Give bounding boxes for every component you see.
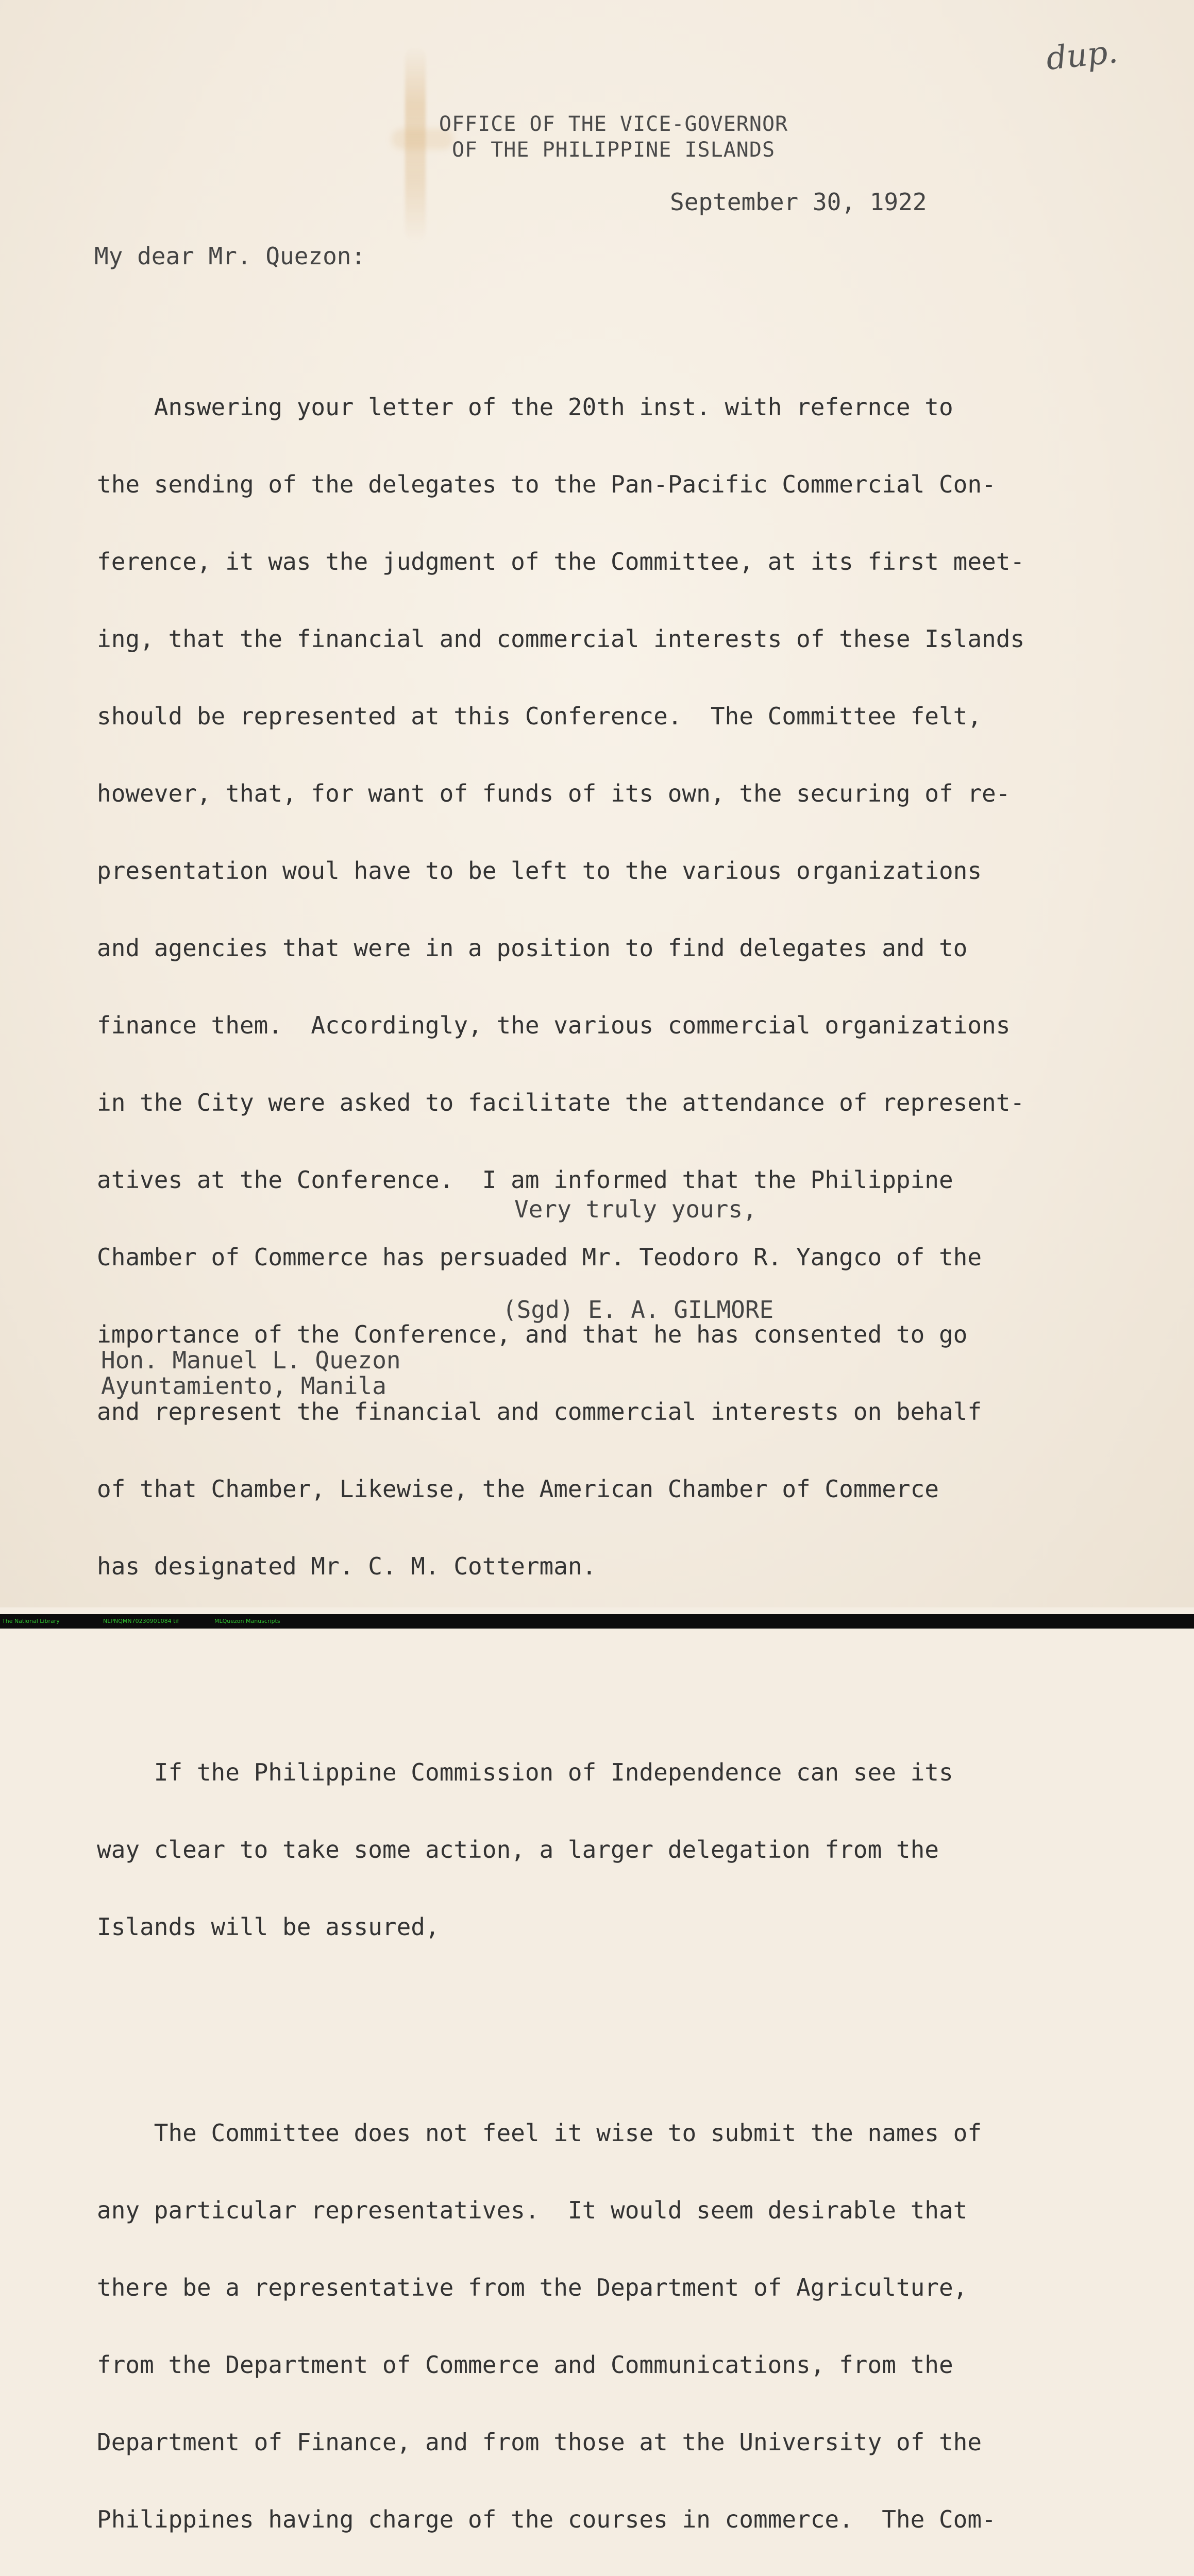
body-line: presentation woul have to be left to the various organizations bbox=[97, 857, 982, 885]
salutation: My dear Mr. Quezon: bbox=[94, 242, 366, 270]
letter-body bbox=[97, 291, 1148, 2576]
handwritten-note: dup. bbox=[1044, 32, 1120, 78]
body-line: importance of the Conference, and that he has consented to go bbox=[97, 1320, 968, 1348]
body-line: of that Chamber, Likewise, the American Chamber of Commerce bbox=[97, 1475, 939, 1503]
body-line: ing, that the financial and commercial interests of these Islands bbox=[97, 625, 1025, 653]
body-line: Department of Finance, and from those at the University of the bbox=[97, 2428, 982, 2456]
body-line: atives at the Conference. I am informed that the Philippine bbox=[97, 1166, 953, 1194]
body-line: however, that, for want of funds of its own, the securing of re- bbox=[97, 779, 1011, 807]
body-line: Chamber of Commerce has persuaded Mr. Teodoro R. Yangco of the bbox=[97, 1243, 982, 1271]
body-line: The Committee does not feel it wise to submit the names of bbox=[97, 2119, 982, 2147]
closing: Very truly yours, bbox=[514, 1195, 757, 1223]
body-line: ference, it was the judgment of the Committee, at its first meet- bbox=[97, 548, 1025, 575]
body-line: and agencies that were in a position to find delegates and to bbox=[97, 934, 968, 962]
body-line: from the Department of Commerce and Communications, from the bbox=[97, 2351, 953, 2379]
body-line: there be a representative from the Department of Agriculture, bbox=[97, 2274, 968, 2301]
body-line: finance them. Accordingly, the various commercial organizations bbox=[97, 1011, 1011, 1039]
letterhead-line-1: OFFICE OF THE VICE-GOVERNOR bbox=[439, 112, 788, 136]
body-line: has designated Mr. C. M. Cotterman. bbox=[97, 1552, 597, 1580]
addressee-name: Hon. Manuel L. Quezon bbox=[101, 1346, 401, 1374]
body-line: way clear to take some action, a larger delegation from the bbox=[97, 1836, 939, 1863]
signature: (Sgd) E. A. GILMORE bbox=[502, 1296, 774, 1324]
addressee-block bbox=[101, 1347, 401, 1399]
body-line: Islands will be assured, bbox=[97, 1913, 440, 1941]
footer-file-id: NLPNQMN70230901084 tif bbox=[103, 1618, 179, 1624]
scan-footer bbox=[0, 1614, 1194, 1629]
paragraph-3 bbox=[97, 2069, 1148, 2576]
body-line: Philippines having charge of the courses in commerce. The Com- bbox=[97, 2505, 996, 2533]
footer-collection: MLQuezon Manuscripts bbox=[214, 1618, 280, 1624]
letterhead-line-2: OF THE PHILIPPINE ISLANDS bbox=[451, 138, 776, 162]
body-line: should be represented at this Conference. The Committee felt, bbox=[97, 702, 982, 730]
footer-library: The National Library bbox=[2, 1618, 60, 1624]
body-line: the sending of the delegates to the Pan-Pacific Commercial Con- bbox=[97, 470, 996, 498]
letter-date: September 30, 1922 bbox=[670, 188, 927, 216]
body-line: and represent the financial and commercial interests on behalf bbox=[97, 1398, 982, 1426]
body-line: any particular representatives. It would seem desirable that bbox=[97, 2196, 968, 2224]
addressee-location: Ayuntamiento, Manila bbox=[101, 1372, 386, 1400]
body-line: If the Philippine Commission of Independence can see its bbox=[97, 1758, 953, 1786]
paragraph-1 bbox=[97, 343, 1148, 1631]
body-line: Answering your letter of the 20th inst. with refernce to bbox=[97, 393, 953, 421]
paragraph-2 bbox=[97, 1708, 1148, 1991]
body-line: in the City were asked to facilitate the attendance of represent- bbox=[97, 1089, 1025, 1116]
